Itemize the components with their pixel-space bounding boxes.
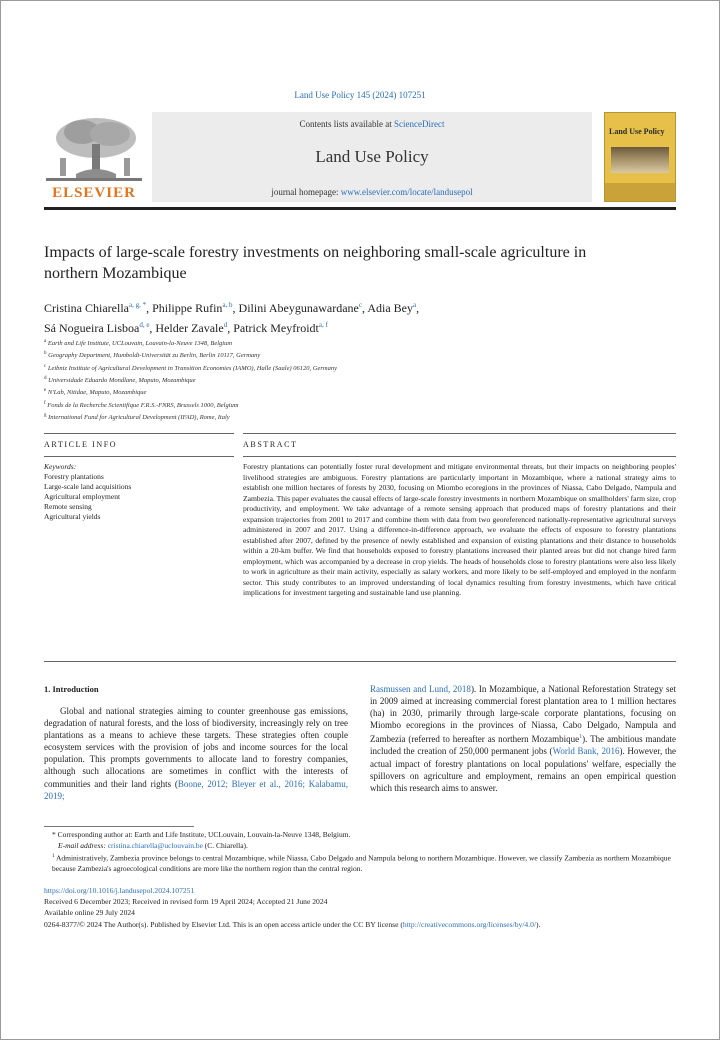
affiliation-key: f bbox=[44, 400, 46, 406]
author[interactable] bbox=[367, 301, 419, 315]
author-separator: , bbox=[416, 301, 420, 315]
article-title: Impacts of large-scale forestry investments on neighboring small-scale agriculture in northern Mozambique bbox=[44, 244, 587, 282]
author-separator: , bbox=[146, 301, 153, 315]
contents-line bbox=[152, 119, 592, 129]
cover-image bbox=[611, 147, 669, 173]
email-note bbox=[44, 841, 676, 852]
article-info-mid-rule bbox=[44, 456, 234, 457]
intro-paragraph: ). The ambitious mandate included the creation of 250,000 permanent jobs ( bbox=[370, 734, 677, 757]
author-affil-marks[interactable]: d, e bbox=[139, 321, 150, 329]
affiliation-item bbox=[44, 411, 664, 423]
author-affil-marks[interactable]: a, g, * bbox=[128, 301, 147, 309]
author-name: Sá Nogueira Lisboa bbox=[44, 321, 140, 335]
affiliation-key: d bbox=[44, 376, 47, 382]
article-info-top-rule bbox=[44, 433, 234, 434]
author-affil-marks[interactable]: a, f bbox=[318, 321, 328, 329]
article-footer bbox=[44, 885, 676, 930]
keywords-block bbox=[44, 462, 234, 522]
author[interactable] bbox=[233, 321, 328, 335]
homepage-link[interactable]: www.elsevier.com/locate/landusepol bbox=[340, 187, 473, 197]
affiliation-key: e bbox=[44, 388, 47, 394]
elsevier-wordmark: ELSEVIER bbox=[52, 185, 136, 201]
journal-cover-thumbnail[interactable] bbox=[604, 112, 676, 202]
keyword-item: Large-scale land acquisitions bbox=[44, 482, 132, 491]
affiliation-list bbox=[44, 337, 664, 424]
section-heading-introduction: 1. Introduction bbox=[44, 684, 99, 694]
abstract-heading: ABSTRACT bbox=[243, 440, 298, 449]
author-name: Helder Zavale bbox=[155, 321, 224, 335]
affiliation-key: g bbox=[44, 413, 47, 419]
cover-band bbox=[605, 183, 675, 201]
keyword-item: Remote sensing bbox=[44, 502, 92, 511]
license-suffix: ). bbox=[536, 919, 541, 929]
contents-prefix: Contents lists available at bbox=[299, 119, 392, 129]
affiliation-text: Universidade Eduardo Mondlane, Maputo, Mozambique bbox=[48, 377, 196, 385]
footnote-rule bbox=[44, 826, 194, 827]
journal-header bbox=[44, 112, 676, 209]
abstract-mid-rule bbox=[243, 456, 676, 457]
affiliation-item bbox=[44, 399, 664, 411]
author[interactable] bbox=[152, 301, 238, 315]
keyword-item: Agricultural employment bbox=[44, 492, 121, 501]
license-line bbox=[44, 919, 676, 930]
author-separator: , bbox=[232, 301, 239, 315]
author-affil-marks[interactable]: d bbox=[223, 321, 228, 329]
license-link[interactable]: http://creativecommons.org/licenses/by/4.0/ bbox=[402, 919, 537, 929]
author-name: Adia Bey bbox=[367, 301, 413, 315]
affiliation-text: N'Lab, Nitidae, Maputo, Mozambique bbox=[47, 389, 147, 397]
elsevier-logo[interactable] bbox=[44, 112, 144, 202]
intro-paragraph: ). However, the actual impact of forestry plantations on local populations' welfare, especially the spillovers on agriculture and employment, remains an open empirical question which this research aims to answer. bbox=[370, 746, 676, 793]
author-affil-marks[interactable]: a, b bbox=[222, 301, 233, 309]
affiliation-key: a bbox=[44, 339, 47, 344]
author-name: Cristina Chiarella bbox=[44, 301, 129, 315]
author-separator: , bbox=[149, 321, 156, 335]
keyword-item: Forestry plantations bbox=[44, 472, 104, 481]
footnote-marker[interactable]: 1 bbox=[579, 734, 583, 741]
journal-name: Land Use Policy bbox=[315, 147, 429, 166]
corresponding-author-note: * Corresponding author at: Earth and Life Institute, UCLouvain, Louvain-la-Neuve 1348, Belgium. bbox=[52, 830, 351, 839]
email-suffix: (C. Chiarella). bbox=[204, 840, 248, 850]
corresponding-author-text: Corresponding author at: Earth and Life Institute, UCLouvain, Louvain-la-Neuve 1348, Belgium. bbox=[57, 830, 351, 839]
email-label: E-mail address: bbox=[58, 840, 106, 850]
affiliation-item bbox=[44, 362, 664, 374]
doi-link[interactable]: https://doi.org/10.1016/j.landusepol.2024.107251 bbox=[44, 886, 195, 895]
received-dates: Received 6 December 2023; Received in revised form 19 April 2024; Accepted 21 June 2024 bbox=[44, 897, 328, 907]
affiliation-item bbox=[44, 374, 664, 386]
available-online: Available online 29 July 2024 bbox=[44, 908, 135, 918]
intro-reference-link[interactable]: World Bank, 2016 bbox=[552, 746, 620, 757]
footnote-1-mark: 1 bbox=[52, 853, 55, 859]
author-separator: , bbox=[227, 321, 234, 335]
intro-left-column bbox=[44, 705, 348, 802]
affiliation-item bbox=[44, 337, 664, 349]
affiliation-text: Geography Department, Humboldt-Universität zu Berlin, Berlin 10117, Germany bbox=[48, 352, 261, 360]
affiliation-text: International Fund for Agricultural Development (IFAD), Rome, Italy bbox=[48, 414, 230, 422]
author[interactable] bbox=[239, 301, 368, 315]
author-separator: , bbox=[361, 301, 368, 315]
cover-title: Land Use Policy bbox=[609, 127, 665, 136]
author[interactable] bbox=[44, 301, 152, 315]
intro-paragraph: Global and national strategies aiming to counter greenhouse gas emissions, degradation of natural forests, and the loss of biodiversity, increasingly rely on tree plantations as a means to achieve these targets. These strategies often couple ecosystem services with the provision of jobs and income sources for the local population. This prompts governments to allocate land to forestry companies, although such allocations are sometimes in conflict with the interests of communities and their land rights ( bbox=[44, 706, 348, 789]
affiliation-text: Earth and Life Institute, UCLouvain, Louvain-la-Neuve 1348, Belgium bbox=[47, 340, 233, 348]
sciencedirect-link[interactable]: ScienceDirect bbox=[394, 119, 445, 129]
keyword-item: Agricultural yields bbox=[44, 512, 101, 521]
author-affil-marks[interactable]: c bbox=[358, 301, 362, 309]
affiliation-text: Fonds de la Recherche Scientifique F.R.S.-FNRS, Brussels 1000, Belgium bbox=[47, 401, 239, 409]
keywords-label: Keywords: bbox=[44, 462, 77, 471]
affiliation-key: c bbox=[44, 363, 47, 369]
intro-references-link[interactable]: Boone, 2012; Bleyer et al., 2016; Kalabamu, 2019; bbox=[44, 778, 348, 801]
abstract-text: Forestry plantations can potentially foster rural development and mitigate environmental threats, but their impacts on neighboring peoples' livelihood strategies are ambiguous. Forestry plantations are particularly important in Mozambique, where a national strategy aims to establish one million hectares of forests by 2030, focusing on Miombo ecoregions in the provinces of Niassa, Cabo Delgado, Nampula and Zambezia. This paper evaluates the causal effects of large-scale forestry investments in northern Mozambique on smallholders' farm size, crop productivity, and employment. We take advantage of a remote sensing approach that produced maps of forestry plantations and their expansion trajectories from 2001 to 2017 and combine them with data from two georeferenced nationally-representative agricultural surveys administered in 2007 and 2017. Using a difference-in-difference approach, we evaluate the effects of exposure to forestry plantations established after 2007, defined by the presence of newly established and expansion of existing plantations and their distance to households within a 20-km buffer. We find that households exposed to forestry plantations increased their planted areas but did not change hired farm employment, which was accompanied by a decrease in crop yields. The heads of households close to forestry plantations were also less likely to work in agriculture as their main activity, especially as salary workers, and more likely to be self-employed and employed in the nonfarm sector. This study contributes to an improved understanding of local dynamics resulting from forestry investments, which have critical implications for investment targeting and sustainable land use planning. bbox=[243, 462, 676, 597]
affiliation-text: Leibniz Institute of Agricultural Development in Transition Economies (IAMO), Halle (Saale) 06120, Germany bbox=[47, 364, 337, 372]
footnote-1-text: Administratively, Zambezia province belongs to central Mozambique, while Niassa, Cabo Delgado and Nampula belong to northern Mozambique. However, we classify Zambezia as northern Mozambique because Zambezia's agroecological conditions are more like the northern region than the central region. bbox=[52, 853, 671, 873]
footnotes bbox=[44, 830, 676, 875]
homepage-line bbox=[152, 187, 592, 197]
intro-reference-link[interactable]: Rasmussen and Lund, 2018 bbox=[370, 684, 471, 694]
article-info-heading: ARTICLE INFO bbox=[44, 440, 118, 449]
affiliation-item bbox=[44, 386, 664, 398]
author-name: Patrick Meyfroidt bbox=[233, 321, 319, 335]
license-prefix: 0264-8377/© 2024 The Author(s). Published by Elsevier Ltd. This is an open access article under the CC BY license ( bbox=[44, 919, 403, 929]
footnote-1 bbox=[44, 852, 676, 875]
abstract-top-rule bbox=[243, 433, 676, 434]
homepage-prefix: journal homepage: bbox=[271, 187, 339, 197]
affiliation-item bbox=[44, 349, 664, 361]
abstract-bottom-rule bbox=[44, 661, 676, 662]
intro-right-column bbox=[370, 683, 676, 794]
author[interactable] bbox=[44, 321, 155, 335]
affiliation-key: b bbox=[44, 351, 47, 357]
author-name: Philippe Rufin bbox=[152, 301, 223, 315]
journal-citation[interactable]: Land Use Policy 145 (2024) 107251 bbox=[294, 90, 426, 100]
author[interactable] bbox=[155, 321, 233, 335]
author-list bbox=[44, 297, 664, 337]
email-link[interactable]: cristina.chiarella@uclouvain.be bbox=[107, 840, 203, 850]
intro-paragraph: ). In Mozambique, a National Reforestation Strategy set in 2009 aimed at increasing commercial forest plantation area to 1 million hectares (ha) in 2030, primarily through large-scale corporate plantations, focusing on Miombo ecoregions in the provinces of Niassa, Cabo Delgado, Nampula and Zambezia (referred to hereafter as northern Mozambique bbox=[370, 684, 676, 745]
elsevier-tree-icon bbox=[46, 114, 142, 184]
journal-masthead bbox=[152, 112, 592, 202]
author-name: Dilini Abeygunawardane bbox=[238, 301, 359, 315]
author-affil-marks[interactable]: a bbox=[412, 301, 417, 309]
header-rule bbox=[44, 207, 676, 210]
